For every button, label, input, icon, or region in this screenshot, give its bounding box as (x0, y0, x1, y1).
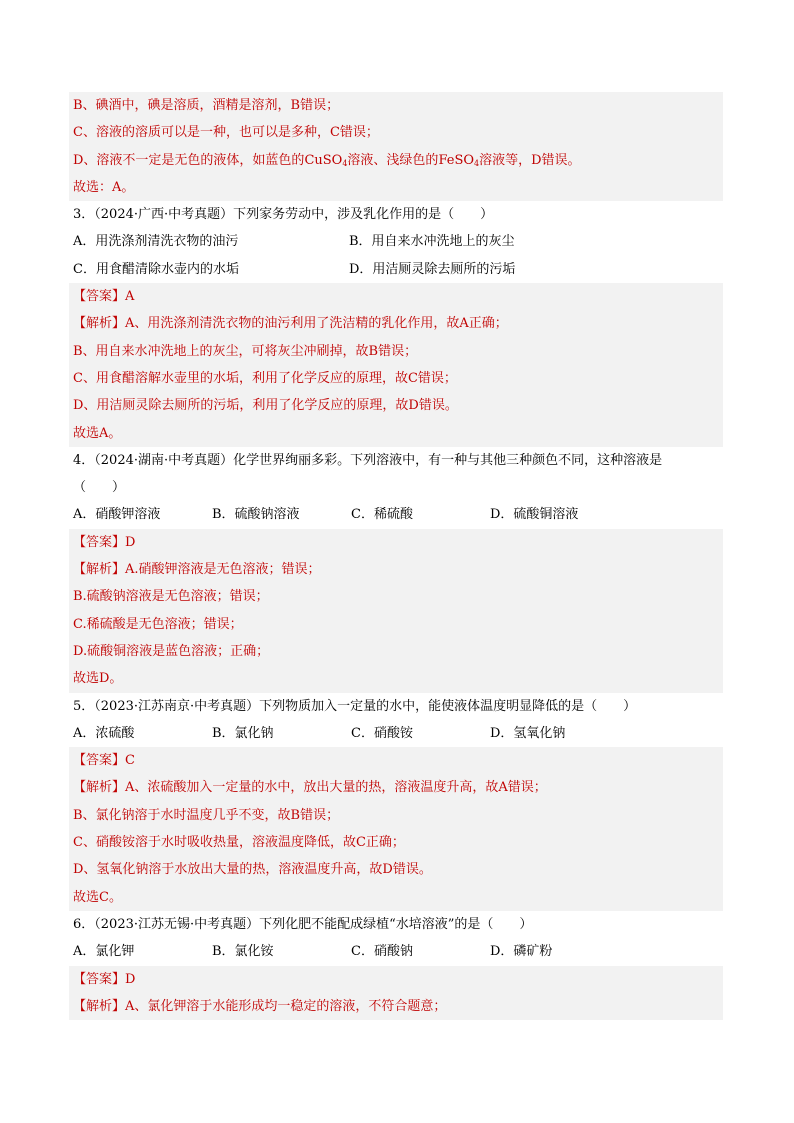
q4-option-c: C．稀硫酸 (351, 507, 413, 523)
analysis-text: A.硝酸钾溶液是无色溶液；错误； (125, 562, 321, 578)
q5-options-row (69, 720, 723, 747)
answer-value: D (125, 534, 136, 550)
q6-option-c: C．硝酸钠 (351, 944, 413, 960)
q4-analysis-line: B.硫酸钠溶液是无色溶液；错误； (69, 583, 723, 610)
q6-analysis-line (69, 993, 723, 1020)
q3-option-c: C．用食醋清除水壶内的水垢 (73, 261, 239, 277)
q5-option-c: C．硝酸铵 (351, 725, 413, 741)
analysis-text: A、用洗涤剂清洗衣物的油污利用了洗洁精的乳化作用，故A正确； (125, 316, 508, 332)
q4-stem-cont: （ ） (73, 480, 126, 496)
q5-conclusion: 故选C。 (69, 884, 723, 911)
q5-option-b: B．氯化钠 (212, 725, 274, 741)
q5-option-d: D．氢氧化钠 (490, 725, 566, 741)
q5-option-a: A．浓硫酸 (73, 725, 135, 741)
analysis-tag: 【解析】 (73, 316, 126, 332)
answer-tag: 【答案】 (73, 289, 126, 305)
q3-answer (69, 283, 723, 310)
q2-analysis-line: B、碘酒中，碘是溶质，酒精是溶剂，B错误； (69, 92, 723, 119)
q3-stem: 3．（2024·广西·中考真题）下列家务劳动中，涉及乳化作用的是（ ） (73, 207, 494, 223)
q3-conclusion: 故选A。 (69, 420, 723, 447)
q3-options-row (69, 228, 723, 255)
q2-analysis-line-d (69, 147, 723, 174)
analysis-text: A、浓硫酸加入一定量的水中，放出大量的热，溶液温度升高，故A错误； (125, 780, 547, 796)
answer-value: D (125, 971, 136, 987)
q4-analysis-line: D.硫酸铜溶液是蓝色溶液；正确； (69, 638, 723, 665)
q4-answer (69, 529, 723, 556)
subscript: 4 (342, 158, 348, 168)
q5-stem: 5．（2023·江苏南京·中考真题）下列物质加入一定量的水中，能使液体温度明显降低的是（ ） (73, 698, 637, 714)
q3-option-b: B．用自来水冲洗地上的灰尘 (349, 234, 515, 250)
q4-analysis-line (69, 556, 723, 583)
analysis-tag: 【解析】 (73, 780, 126, 796)
q4-option-b: B．硫酸钠溶液 (212, 507, 300, 523)
q4-analysis-line: C.稀硫酸是无色溶液；错误； (69, 611, 723, 638)
answer-tag: 【答案】 (73, 534, 126, 550)
formula-cuso4: CuSO (304, 152, 343, 168)
q6-stem: 6．（2023·江苏无锡·中考真题）下列化肥不能配成绿植“水培溶液”的是（ ） (73, 916, 533, 932)
analysis-text: A、氯化钾溶于水能形成均一稳定的溶液，不符合题意； (125, 998, 447, 1014)
q4-stem: 4．（2024·湖南·中考真题）化学世界绚丽多彩。下列溶液中，有一种与其他三种颜色不同，这种溶液是 (73, 452, 663, 468)
q6-option-d: D．磷矿粉 (490, 944, 553, 960)
q5-answer (69, 747, 723, 774)
document-page (69, 92, 723, 1020)
q5-analysis-line: D、氢氧化钠溶于水放出大量的热，溶液温度升高，故D错误。 (69, 856, 723, 883)
analysis-tag: 【解析】 (73, 998, 126, 1014)
q3-options-row (69, 256, 723, 283)
q5-analysis-line: B、氯化钠溶于水时温度几乎不变，故B错误； (69, 802, 723, 829)
answer-tag: 【答案】 (73, 971, 126, 987)
q3-analysis-line: C、用食醋溶解水壶里的水垢，利用了化学反应的原理，故C错误； (69, 365, 723, 392)
text-fragment: 溶液、浅绿色的 (347, 152, 439, 168)
q6-answer (69, 966, 723, 993)
q6-option-a: A．氯化钾 (73, 944, 135, 960)
answer-value: C (125, 753, 135, 769)
q3-analysis-line: B、用自来水冲洗地上的灰尘，可将灰尘冲刷掉，故B错误； (69, 338, 723, 365)
answer-tag: 【答案】 (73, 753, 126, 769)
analysis-tag: 【解析】 (73, 562, 126, 578)
q4-conclusion: 故选D。 (69, 665, 723, 692)
text-fragment: 溶液等，D错误。 (479, 152, 581, 168)
q4-option-d: D．硫酸铜溶液 (490, 507, 579, 523)
q3-option-a: A．用洗涤剂清洗衣物的油污 (73, 234, 239, 250)
answer-value: A (125, 289, 135, 305)
q3-analysis-line (69, 310, 723, 337)
subscript: 4 (474, 158, 480, 168)
q3-analysis-line: D、用洁厕灵除去厕所的污垢，利用了化学反应的原理，故D错误。 (69, 392, 723, 419)
formula-feso4: FeSO (438, 152, 475, 168)
q3-option-d: D．用洁厕灵除去厕所的污垢 (349, 261, 516, 277)
q5-analysis-line (69, 774, 723, 801)
q2-analysis-line: C、溶液的溶质可以是一种，也可以是多种，C错误； (69, 119, 723, 146)
q6-options-row (69, 938, 723, 965)
text-fragment: D、溶液不一定是无色的液体，如蓝色的 (73, 152, 305, 168)
q5-analysis-line: C、硝酸铵溶于水时吸收热量，溶液温度降低，故C正确； (69, 829, 723, 856)
q2-conclusion: 故选：A。 (69, 174, 723, 201)
q4-option-a: A．硝酸钾溶液 (73, 507, 161, 523)
q6-option-b: B．氯化铵 (212, 944, 274, 960)
q4-options-row (69, 501, 723, 528)
